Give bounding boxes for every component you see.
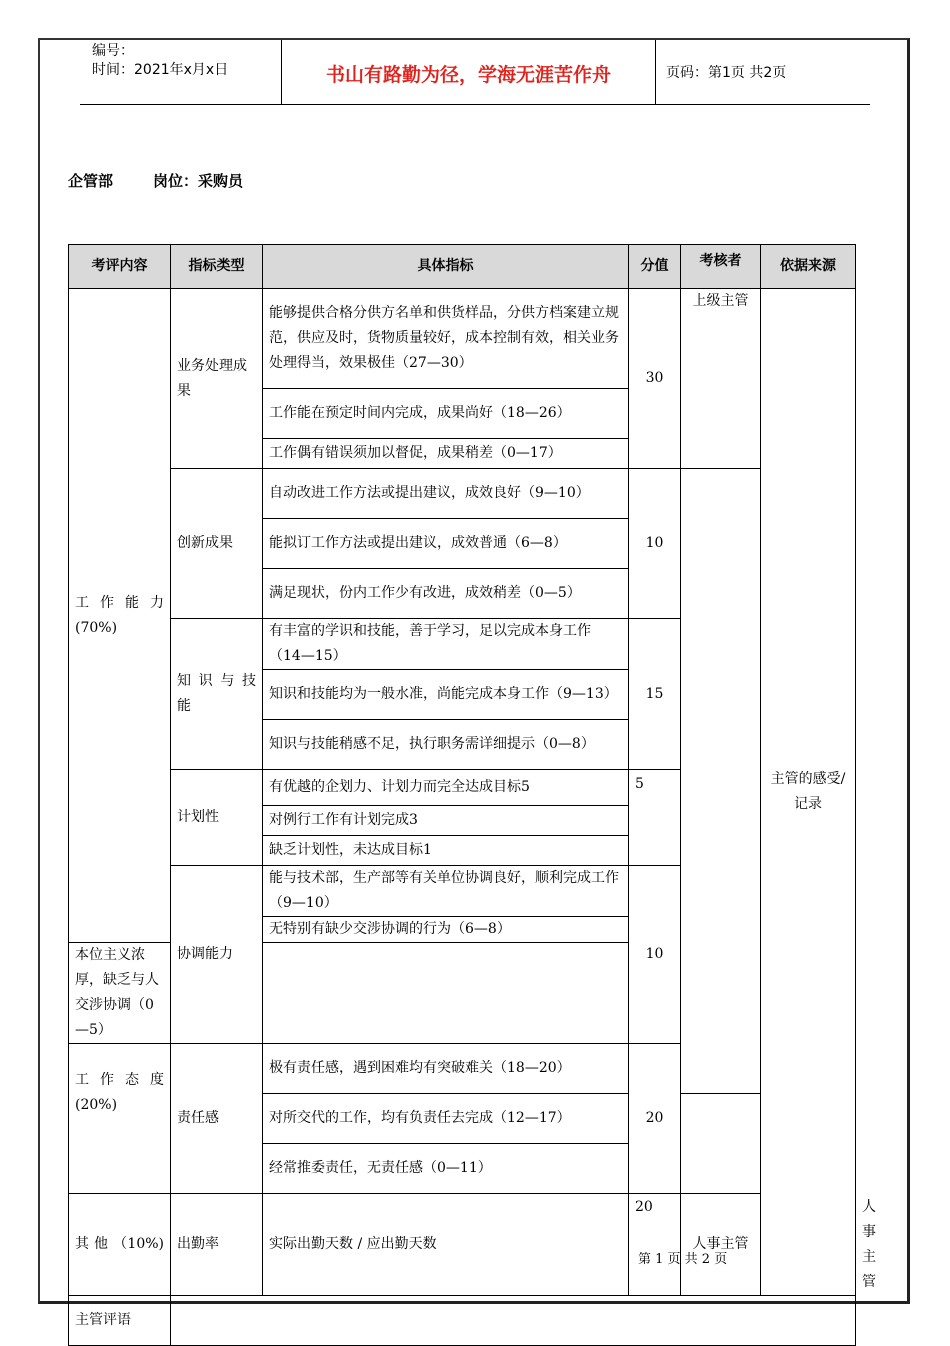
header-divider-right xyxy=(655,40,656,104)
table-header-row xyxy=(69,245,856,289)
comment-label: 主管评语 xyxy=(69,1296,171,1346)
indicator-cell: 对例行工作有计划完成3 xyxy=(263,806,629,836)
indicator-cell: 无特别有缺少交涉协调的行为（6—8） xyxy=(263,917,629,943)
score-business: 30 xyxy=(629,289,681,469)
header-meta xyxy=(92,42,228,80)
position-label: 岗位：采购员 xyxy=(153,172,244,190)
score-innovation: 10 xyxy=(629,469,681,619)
reviewer-hr: 人事主管 xyxy=(681,1194,761,1296)
type-planning: 计划性 xyxy=(171,770,263,866)
indicator-cell: 经常推委责任，无责任感（0—11） xyxy=(263,1144,629,1194)
col-header-content: 考评内容 xyxy=(69,245,171,289)
dept-name: 企管部 xyxy=(68,172,114,190)
header-page-info: 页码：第1页 共2页 xyxy=(666,65,787,81)
section-other: 其 他 （10%) xyxy=(69,1194,171,1296)
score-knowledge: 15 xyxy=(629,619,681,770)
indicator-cell: 有丰富的学识和技能，善于学习，足以完成本身工作（14—15） xyxy=(263,619,629,670)
indicator-cell: 能拟订工作方法或提出建议，成效普通（6—8） xyxy=(263,519,629,569)
type-knowledge: 知 识 与 技能 xyxy=(171,619,263,770)
indicator-cell: 知识和技能均为一般水准，尚能完成本身工作（9—13） xyxy=(263,670,629,720)
page-footer: 第 1 页 共 2 页 xyxy=(638,1252,728,1267)
dept-line xyxy=(68,170,243,191)
indicator-cell: 有优越的企划力、计划力而完全达成目标5 xyxy=(263,770,629,806)
type-innovation: 创新成果 xyxy=(171,469,263,619)
score-responsibility: 20 xyxy=(629,1044,681,1194)
indicator-cell: 满足现状，份内工作少有改进，成效稍差（0—5） xyxy=(263,569,629,619)
score-coordination: 10 xyxy=(629,866,681,1044)
comment-field[interactable] xyxy=(171,1296,856,1346)
table-row: 其 他 （10%) 出勤率 实际出勤天数 / 应出勤天数 20 人事主管 人事主管 xyxy=(69,1194,856,1296)
score-attendance: 20 xyxy=(629,1194,681,1296)
indicator-cell: 实际出勤天数 / 应出勤天数 xyxy=(263,1194,629,1296)
indicator-cell: 能与技术部，生产部等有关单位协调良好，顺利完成工作（9—10） xyxy=(263,866,629,917)
col-header-type: 指标类型 xyxy=(171,245,263,289)
indicator-cell: 工作能在预定时间内完成，成果尚好（18—26） xyxy=(263,389,629,439)
source-supervisor: 主管的感受/记录 xyxy=(761,289,856,1296)
page-header xyxy=(80,40,870,105)
type-business: 业务处理成果 xyxy=(171,289,263,469)
indicator-cell: 知识与技能稍感不足，执行职务需详细提示（0—8） xyxy=(263,720,629,770)
type-attendance: 出勤率 xyxy=(171,1194,263,1296)
header-motto: 书山有路勤为径，学海无涯苦作舟 xyxy=(325,64,611,86)
col-header-indicator: 具体指标 xyxy=(263,245,629,289)
serial-label: 编号： xyxy=(92,43,134,59)
col-header-score: 分值 xyxy=(629,245,681,289)
date-label: 时间：2021年x月x日 xyxy=(92,62,229,78)
indicator-cell: 能够提供合格分供方名单和供货样品，分供方档案建立规范，供应及时，货物质量较好，成本控制有效，相关业务处理得当，效果极佳（27—30） xyxy=(263,289,629,389)
score-planning: 5 xyxy=(629,770,681,866)
section-ability: 工 作 能 力 (70%) xyxy=(69,289,171,943)
col-header-source: 依据来源 xyxy=(761,245,856,289)
reviewer-blank xyxy=(681,469,761,1094)
indicator-cell: 自动改进工作方法或提出建议，成效良好（9—10） xyxy=(263,469,629,519)
type-coordination: 协调能力 xyxy=(171,866,263,1044)
type-responsibility: 责任感 xyxy=(171,1044,263,1194)
table-row xyxy=(69,1296,856,1346)
col-header-reviewer: 考核者 xyxy=(681,245,761,289)
indicator-cell: 本位主义浓厚，缺乏与人交涉协调（0—5） xyxy=(69,943,171,1044)
indicator-cell: 工作偶有错误须加以督促，成果稍差（0—17） xyxy=(263,439,629,469)
indicator-cell: 极有责任感，遇到困难均有突破难关（18—20） xyxy=(263,1044,629,1094)
table-row xyxy=(69,289,856,389)
indicator-cell: 对所交代的工作，均有负责任去完成（12—17） xyxy=(263,1094,629,1144)
reviewer-superior: 上级主管 xyxy=(681,289,761,469)
evaluation-table xyxy=(68,244,876,1346)
table-row xyxy=(69,469,856,519)
section-attitude: 工 作 态 度 (20%) xyxy=(69,1044,171,1194)
indicator-cell: 缺乏计划性，未达成目标1 xyxy=(263,836,629,866)
